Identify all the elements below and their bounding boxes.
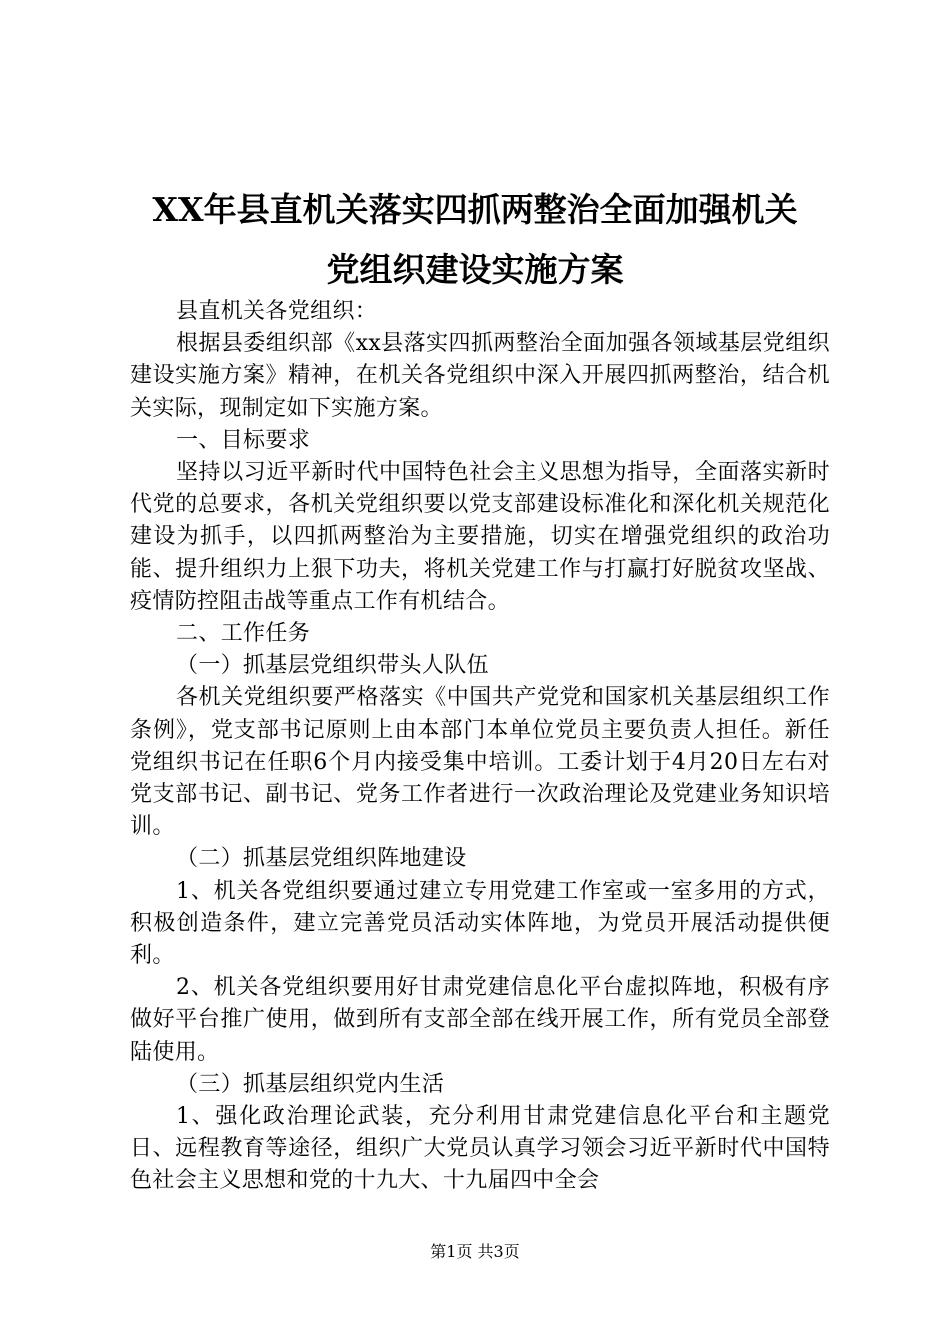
section-heading-tasks: 二、工作任务	[176, 621, 311, 647]
page-number-footer: 第1页 共3页	[430, 1242, 520, 1261]
section-heading-goals: 一、目标要求	[176, 427, 311, 453]
goals-paragraph: 坚持以习近平新时代中国特色社会主义思想为指导，全面落实新时代党的总要求，各机关党组织要以党支部建设标准化和深化机关规范化建设为抓手，以四抓两整治为主要措施，切实在增强党组织的政治功能、提升组织力上狠下功夫，将机关党建工作与打赢打好脱贫攻坚战、疫情防控阻击战等重点工作有机结合。	[130, 460, 830, 614]
subsection-3-item-1: 1、强化政治理论武装，充分利用甘肃党建信息化平台和主题党日、远程教育等途径，组织广大党员认真学习领会习近平新时代中国特色社会主义思想和党的十九大、十九届四中全会	[130, 1104, 830, 1194]
salutation: 县直机关各党组织：	[176, 299, 378, 324]
document-body	[130, 296, 830, 1198]
document-title-line-2: 党组织建设实施方案	[326, 250, 624, 289]
subsection-heading-1: （一）抓基层党组织带头人队伍	[176, 653, 489, 679]
subsection-2-item-2: 2、机关各党组织要用好甘肃党建信息化平台虚拟阵地，积极有序做好平台推广使用，做到所有支部全部在线开展工作，所有党员全部登陆使用。	[130, 975, 830, 1065]
document-title-line-1: XX年县直机关落实四抓两整治全面加强机关	[152, 190, 798, 229]
subsection-1-paragraph: 各机关党组织要严格落实《中国共产党党和国家机关基层组织工作条例》，党支部书记原则上由本部门本单位党员主要负责人担任。新任党组织书记在任职6个月内接受集中培训。工委计划于4月20日左右对党支部书记、副书记、党务工作者进行一次政治理论及党建业务知识培训。	[130, 685, 830, 840]
subsection-2-item-1: 1、机关各党组织要通过建立专用党建工作室或一室多用的方式，积极创造条件，建立完善党员活动实体阵地，为党员开展活动提供便利。	[130, 878, 830, 969]
intro-paragraph: 根据县委组织部《xx县落实四抓两整治全面加强各领域基层党组织建设实施方案》精神，在机关各党组织中深入开展四抓两整治，结合机关实际，现制定如下实施方案。	[130, 331, 830, 421]
subsection-heading-3: （三）抓基层组织党内生活	[176, 1071, 445, 1097]
subsection-heading-2: （二）抓基层党组织阵地建设	[176, 846, 467, 872]
